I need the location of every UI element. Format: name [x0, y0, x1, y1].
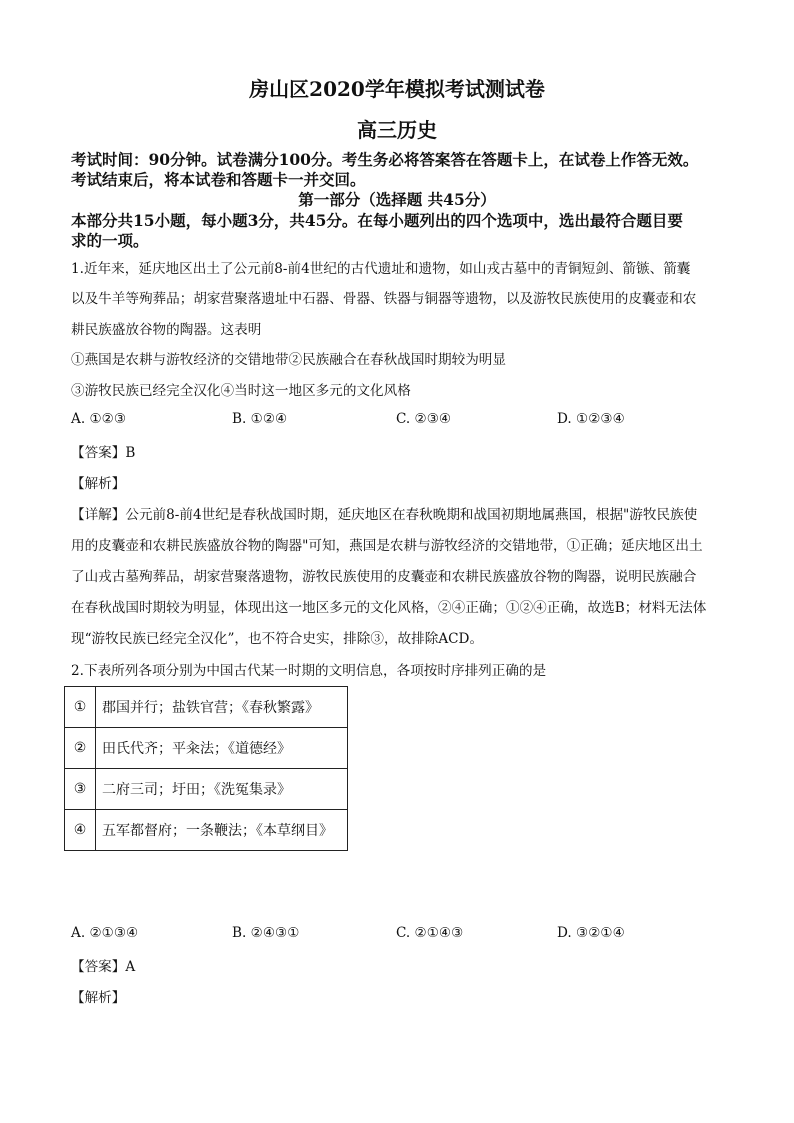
- q1-detail-2: 用的皮囊壶和农耕民族盛放谷物的陶器"可知，燕国是农耕与游牧经济的交错地带，①正确；延庆地区出土: [71, 538, 703, 554]
- table-cell-num: ④: [65, 810, 96, 851]
- q2-option-a: A. ②①③④: [71, 925, 139, 941]
- q1-detail-1: 【详解】公元前8-前4世纪是春秋战国时期，延庆地区在春秋晚期和战国初期地属燕国，根据"游牧民族使: [71, 507, 698, 523]
- table-cell-num: ③: [65, 769, 96, 810]
- section-desc-2: 求的一项。: [71, 231, 149, 250]
- instructions-line-1: 考试时间：90分钟。试卷满分100分。考生务必将答案答在答题卡上，在试卷上作答无效。: [71, 150, 699, 169]
- q2-option-c: C. ②①④③: [396, 925, 464, 941]
- table-cell-num: ②: [65, 728, 96, 769]
- table-cell-num: ①: [65, 687, 96, 728]
- table-row: [65, 810, 348, 851]
- q1-stem-1: 1.近年来，延庆地区出土了公元前8-前4世纪的古代遗址和遗物，如山戎古墓中的青铜短剑、箭镞、箭囊: [71, 261, 691, 277]
- table-row: [65, 687, 348, 728]
- q2-option-b: B. ②④③①: [232, 925, 300, 941]
- q2-stem: 2.下表所列各项分别为中国古代某一时期的文明信息，各项按时序排列正确的是: [71, 663, 547, 679]
- q1-option-a: A. ①②③: [71, 411, 127, 427]
- q1-statement-2: ③游牧民族已经完全汉化④当时这一地区多元的文化风格: [71, 383, 411, 399]
- q1-stem-3: 耕民族盛放谷物的陶器。这表明: [71, 322, 262, 338]
- table-row: [65, 769, 348, 810]
- q1-option-b: B. ①②④: [232, 411, 288, 427]
- table-cell-text: 二府三司；圩田；《洗冤集录》: [96, 769, 348, 810]
- q1-detail-5: 现“游牧民族已经完全汉化”，也不符合史实，排除③，故排除ACD。: [71, 631, 484, 647]
- q1-statement-1: ①燕国是农耕与游牧经济的交错地带②民族融合在春秋战国时期较为明显: [71, 352, 506, 368]
- page-subtitle: 高三历史: [357, 118, 437, 142]
- table-cell-text: 郡国并行；盐铁官营；《春秋繁露》: [96, 687, 348, 728]
- q1-option-d: D. ①②③④: [557, 411, 625, 427]
- q2-analysis-label: 【解析】: [71, 990, 126, 1006]
- section-desc-1: 本部分共15小题，每小题3分，共45分。在每小题列出的四个选项中，选出最符合题目要: [71, 211, 683, 230]
- q1-stem-2: 以及牛羊等殉葬品；胡家营聚落遗址中石器、骨器、铁器与铜器等遗物，以及游牧民族使用的皮囊壶和农: [71, 291, 697, 307]
- q1-answer: 【答案】B: [71, 445, 136, 461]
- q1-analysis-label: 【解析】: [71, 476, 126, 492]
- q2-answer: 【答案】A: [71, 959, 136, 975]
- table-cell-text: 田氏代齐；平籴法；《道德经》: [96, 728, 348, 769]
- table-cell-text: 五军都督府；一条鞭法；《本草纲目》: [96, 810, 348, 851]
- q2-option-d: D. ③②①④: [557, 925, 625, 941]
- table-row: [65, 728, 348, 769]
- q2-table: [64, 686, 348, 851]
- q1-detail-4: 在春秋战国时期较为明显，体现出这一地区多元的文化风格，②④正确；①②④正确，故选B；材料无法体: [71, 600, 707, 616]
- q1-option-c: C. ②③④: [396, 411, 452, 427]
- section-heading: 第一部分（选择题 共45分）: [298, 190, 496, 209]
- instructions-line-2: 考试结束后，将本试卷和答题卡一并交回。: [71, 170, 366, 189]
- page-title: 房山区2020学年模拟考试测试卷: [249, 77, 545, 101]
- q1-detail-3: 了山戎古墓殉葬品，胡家营聚落遗物，游牧民族使用的皮囊壶和农耕民族盛放谷物的陶器，说明民族融合: [71, 569, 697, 585]
